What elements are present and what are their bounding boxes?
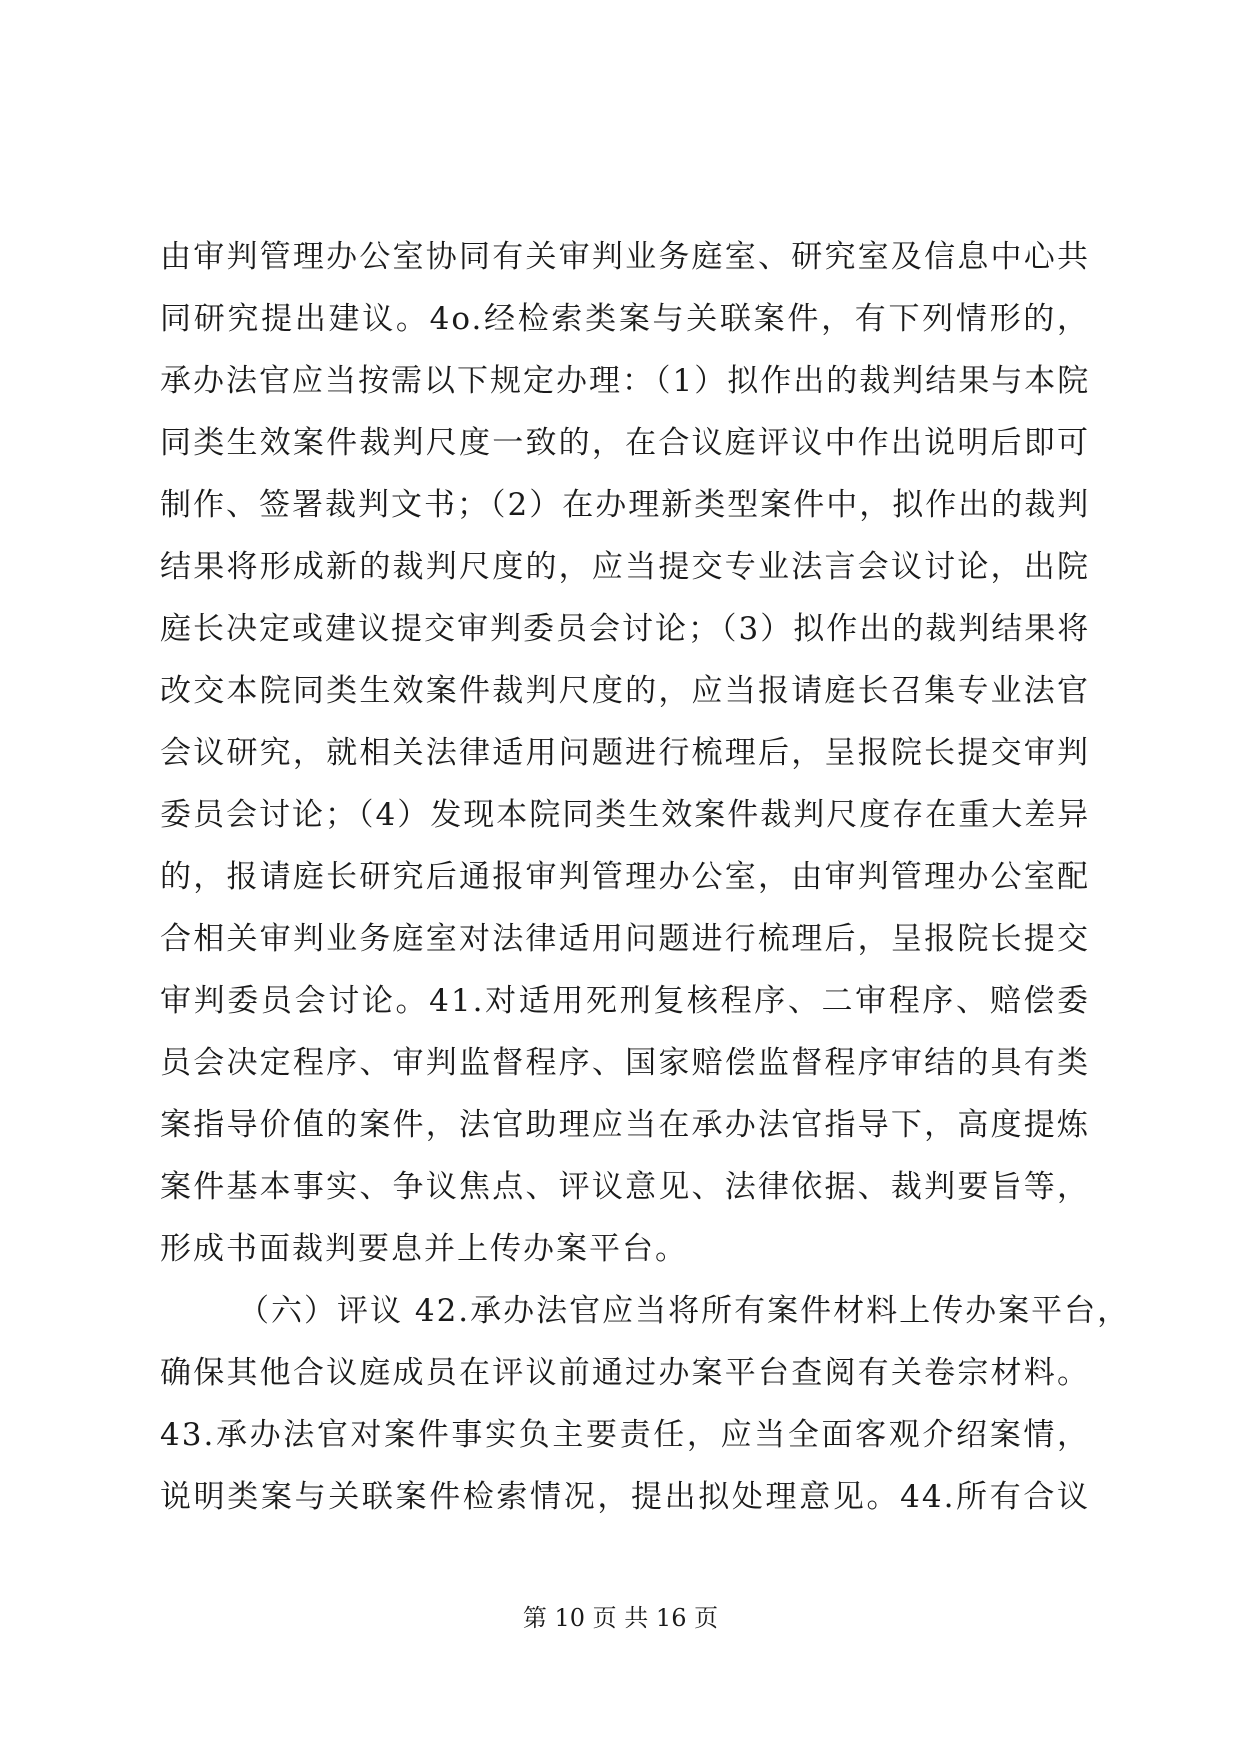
text-line: 案指导价值的案件，法官助理应当在承办法官指导下，高度提炼 — [160, 1107, 1090, 1143]
text-line: 结果将形成新的裁判尺度的，应当提交专业法言会议讨论，出院 — [160, 549, 1090, 585]
text-line: 的，报请庭长研究后通报审判管理办公室，由审判管理办公室配 — [160, 859, 1090, 895]
text-line: 员会决定程序、审判监督程序、国家赔偿监督程序审结的具有类 — [160, 1045, 1090, 1081]
text-line: 庭长决定或建议提交审判委员会讨论；（3）拟作出的裁判结果将 — [160, 611, 1091, 647]
text-line: 审判委员会讨论。41.对适用死刑复核程序、二审程序、赔偿委 — [160, 983, 1090, 1019]
page-number-footer: 第 10 页 共 16 页 — [522, 1604, 719, 1632]
text-line: 同类生效案件裁判尺度一致的，在合议庭评议中作出说明后即可 — [160, 425, 1090, 461]
text-line: 同研究提出建议。4o.经检索类案与关联案件，有下列情形的， — [160, 301, 1090, 337]
section-heading-line: （六）评议 42.承办法官应当将所有案件材料上传办案平台， — [238, 1293, 1131, 1329]
text-line: 会议研究，就相关法律适用问题进行梳理后，呈报院长提交审判 — [160, 735, 1090, 771]
body-text — [160, 226, 1131, 1528]
text-line: 说明类案与关联案件检索情况，提出拟处理意见。44.所有合议 — [160, 1479, 1090, 1515]
text-line: 由审判管理办公室协同有关审判业务庭室、研究室及信息中心共 — [160, 239, 1090, 275]
text-line: 改交本院同类生效案件裁判尺度的，应当报请庭长召集专业法官 — [160, 673, 1090, 709]
text-line: 制作、签署裁判文书；（2）在办理新类型案件中，拟作出的裁判 — [160, 487, 1091, 523]
text-line: 承办法官应当按需以下规定办理：（1）拟作出的裁判结果与本院 — [160, 363, 1091, 399]
text-line: 委员会讨论；（4）发现本院同类生效案件裁判尺度存在重大差异 — [160, 797, 1091, 833]
text-line: 形成书面裁判要息并上传办案平台。 — [160, 1231, 688, 1267]
text-line: 合相关审判业务庭室对法律适用问题进行梳理后，呈报院长提交 — [160, 921, 1090, 957]
text-line: 案件基本事实、争议焦点、评议意见、法律依据、裁判要旨等， — [160, 1169, 1090, 1205]
text-line: 43.承办法官对案件事实负主要责任，应当全面客观介绍案情， — [160, 1417, 1090, 1453]
text-line: 确保其他合议庭成员在评议前通过办案平台查阅有关卷宗材料。 — [160, 1355, 1090, 1391]
